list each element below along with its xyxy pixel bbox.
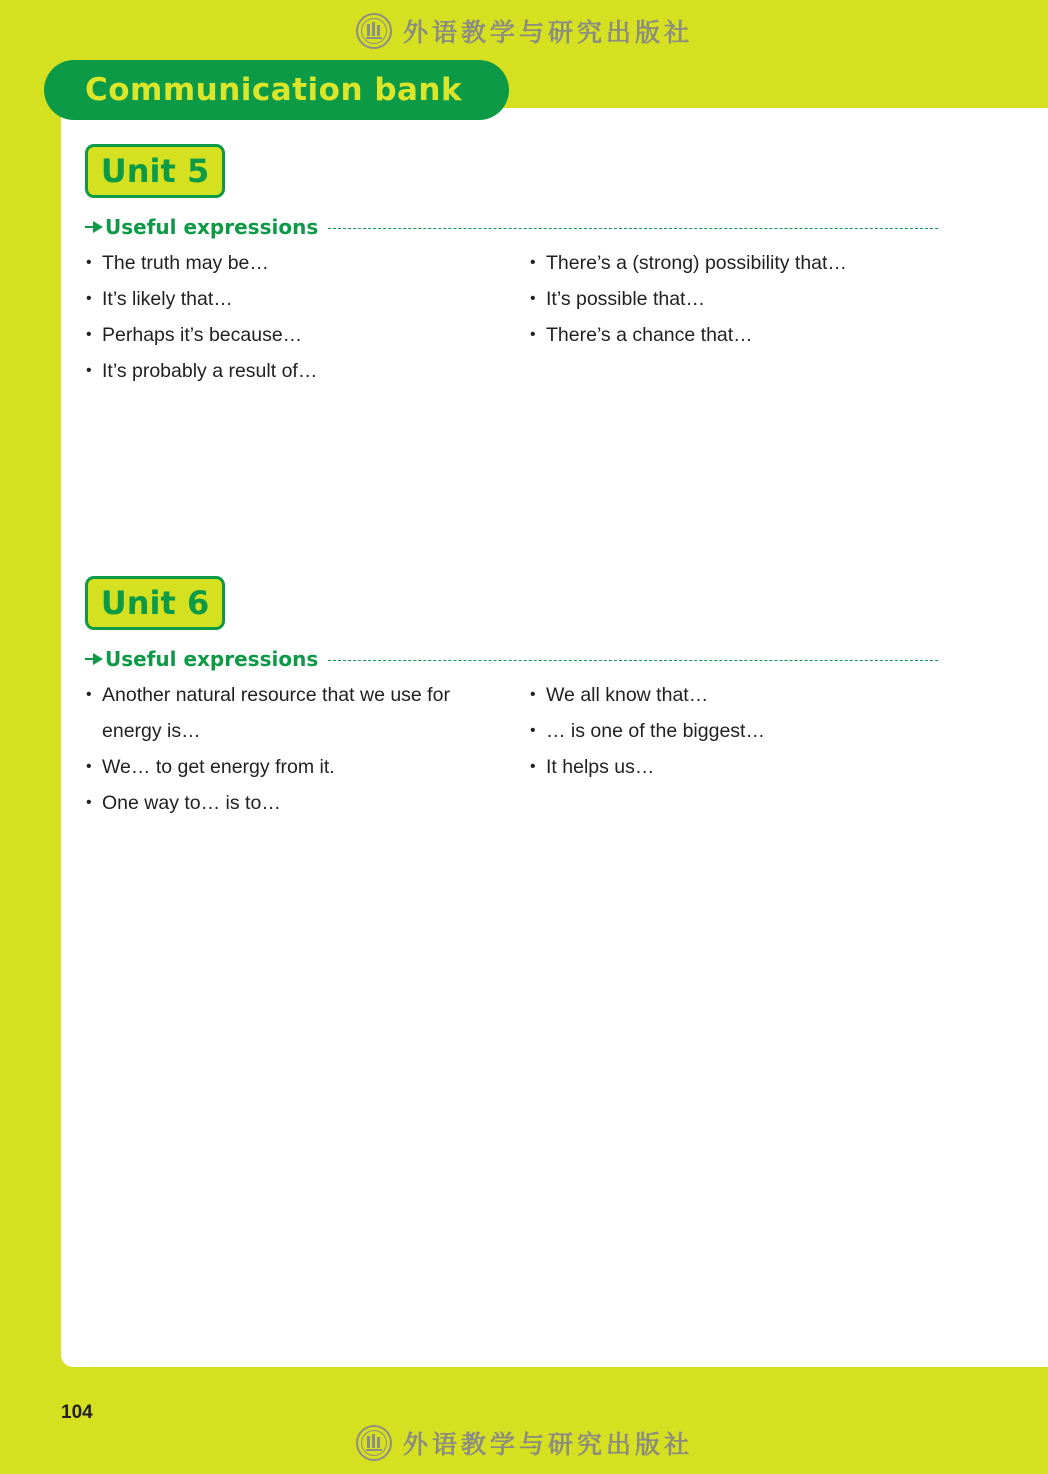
- page-number: 104: [61, 1402, 93, 1423]
- list-item: • It’s possible that…: [530, 281, 930, 317]
- subhead-label: Useful expressions: [105, 647, 319, 671]
- list-item: • … is one of the biggest…: [530, 713, 930, 749]
- publisher-footer: [0, 1420, 1048, 1466]
- unit-5-heading: [85, 144, 225, 198]
- list-item: • Perhaps it’s because…: [86, 317, 486, 353]
- subhead-label: Useful expressions: [105, 215, 319, 239]
- publisher-seal-icon: [355, 1424, 393, 1462]
- unit-title: Unit 6: [100, 584, 210, 622]
- unit-title: Unit 5: [100, 152, 210, 190]
- list-item: • The truth may be…: [86, 245, 486, 281]
- list-item: • We… to get energy from it.: [86, 749, 478, 785]
- publisher-name: 外语教学与研究出版社: [402, 18, 693, 47]
- list-item: • There’s a chance that…: [530, 317, 930, 353]
- dashed-divider: [328, 660, 938, 661]
- page-title: Communication bank: [85, 72, 463, 108]
- expressions-list-right: [530, 245, 930, 353]
- publisher-name: 外语教学与研究出版社: [402, 1430, 693, 1459]
- list-item: • It’s likely that…: [86, 281, 486, 317]
- section-banner: [44, 60, 509, 120]
- arrow-right-icon: [85, 221, 103, 233]
- arrow-right-icon: [85, 653, 103, 665]
- list-item: • We all know that…: [530, 677, 930, 713]
- publisher-seal-icon: [355, 12, 393, 50]
- expressions-list-right: [530, 677, 930, 785]
- list-item: • It helps us…: [530, 749, 930, 785]
- useful-expressions-heading: [85, 646, 938, 672]
- dashed-divider: [328, 228, 938, 229]
- list-item: • Another natural resource that we use for energy is…: [86, 677, 478, 749]
- expressions-list-left: [86, 245, 486, 389]
- useful-expressions-heading: [85, 214, 938, 240]
- unit-6-heading: [85, 576, 225, 630]
- expressions-list-left: [86, 677, 478, 821]
- publisher-header: [0, 8, 1048, 54]
- list-item: • It’s probably a result of…: [86, 353, 486, 389]
- list-item: • One way to… is to…: [86, 785, 478, 821]
- list-item: • There’s a (strong) possibility that…: [530, 245, 930, 281]
